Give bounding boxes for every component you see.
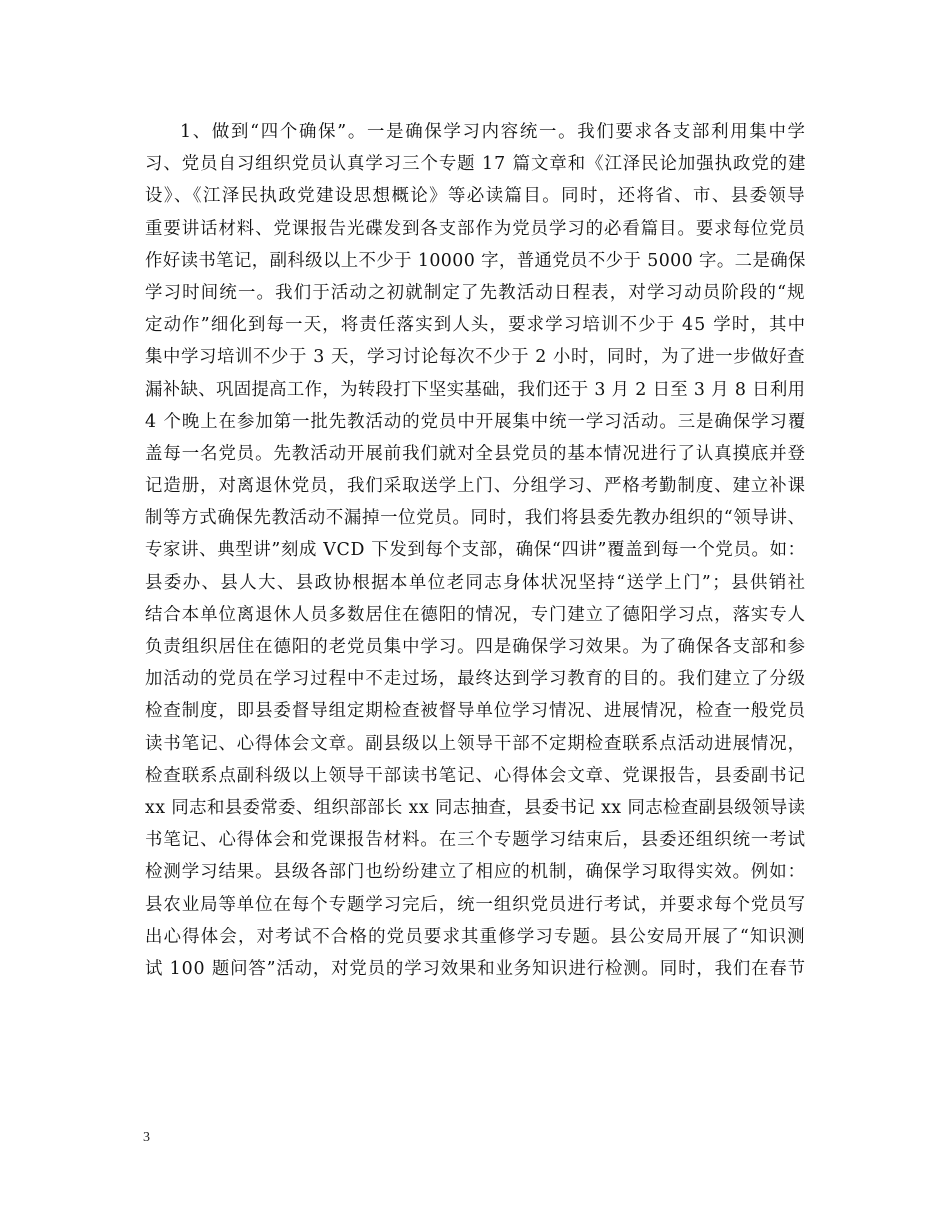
text-line: 县委办、县人大、县政协根据本单位老同志身体状况坚持“送学上门”；县供销社: [145, 572, 807, 593]
text-line: 漏补缺、巩固提高工作，为转段打下坚实基础，我们还于 3 月 2 日至 3 月 8 日利用: [145, 379, 806, 400]
text-line: 试 100 题问答”活动，对党员的学习效果和业务知识进行检测。同时，我们在春节: [145, 958, 806, 979]
text-line: 定动作”细化到每一天，将责任落实到人头，要求学习培训不少于 45 学时，其中: [145, 315, 807, 336]
text-line: 书笔记、心得体会和党课报告材料。在三个专题学习结束后，县委还组织统一考试: [145, 830, 807, 851]
text-line: 检查联系点副科级以上领导干部读书笔记、心得体会文章、党课报告，县委副书记: [145, 765, 807, 786]
text-line: xx 同志和县委常委、组织部部长 xx 同志抽查，县委书记 xx 同志检查副县级领导读: [145, 797, 806, 818]
text-line: 检测学习结果。县级各部门也纷纷建立了相应的机制，确保学习取得实效。例如：: [145, 862, 807, 883]
text-line: 1、做到“四个确保”。一是确保学习内容统一。我们要求各支部利用集中学: [180, 122, 807, 142]
text-line: 重要讲话材料、党课报告光碟发到各支部作为党员学习的必看篇目。要求每位党员: [145, 218, 807, 239]
text-line: 出心得体会，对考试不合格的党员要求其重修学习专题。县公安局开展了“知识测: [145, 926, 806, 947]
text-line: 读书笔记、心得体会文章。副县级以上领导干部不定期检查联系点活动进展情况，: [145, 733, 807, 754]
text-line: 负责组织居住在德阳的老党员集中学习。四是确保学习效果。为了确保各支部和参: [145, 637, 807, 657]
page-number: 3: [143, 1130, 150, 1145]
text-line: 4 个晚上在参加第一批先教活动的党员中开展集中统一学习活动。三是确保学习覆: [145, 411, 807, 432]
text-line: 检查制度，即县委督导组定期检查被督导单位学习情况、进展情况，检查一般党员: [145, 701, 807, 722]
text-line: 盖每一名党员。先教活动开展前我们就对全县党员的基本情况进行了认真摸底并登: [145, 443, 807, 464]
text-line: 记造册，对离退休党员，我们采取送学上门、分组学习、严格考勤制度、建立补课: [145, 476, 807, 497]
text-line: 结合本单位离退休人员多数居住在德阳的情况，专门建立了德阳学习点，落实专人: [145, 604, 807, 625]
text-line: 集中学习培训不少于 3 天，学习讨论每次不少于 2 小时，同时，为了进一步做好查: [145, 347, 806, 368]
text-line: 专家讲、典型讲”刻成 VCD 下发到每个支部，确保“四讲”覆盖到每一个党员。如：: [145, 540, 806, 561]
text-line: 设》、《江泽民执政党建设思想概论》等必读篇目。同时，还将省、市、县委领导: [145, 186, 807, 207]
text-line: 县农业局等单位在每个专题学习完后，统一组织党员进行考试，并要求每个党员写: [145, 894, 807, 915]
text-line: 学习时间统一。我们于活动之初就制定了先教活动日程表，对学习动员阶段的“规: [145, 282, 806, 303]
text-line: 习、党员自习组织党员认真学习三个专题 17 篇文章和《江泽民论加强执政党的建: [145, 154, 807, 175]
text-line: 加活动的党员在学习过程中不走过场，最终达到学习教育的目的。我们建立了分级: [145, 669, 807, 690]
body-paragraph: [145, 116, 805, 985]
text-line: 制等方式确保先教活动不漏掉一位党员。同时，我们将县委先教办组织的“领导讲、: [145, 508, 806, 529]
text-line: 作好读书笔记，副科级以上不少于 10000 字，普通党员不少于 5000 字。二是确保: [145, 250, 806, 271]
